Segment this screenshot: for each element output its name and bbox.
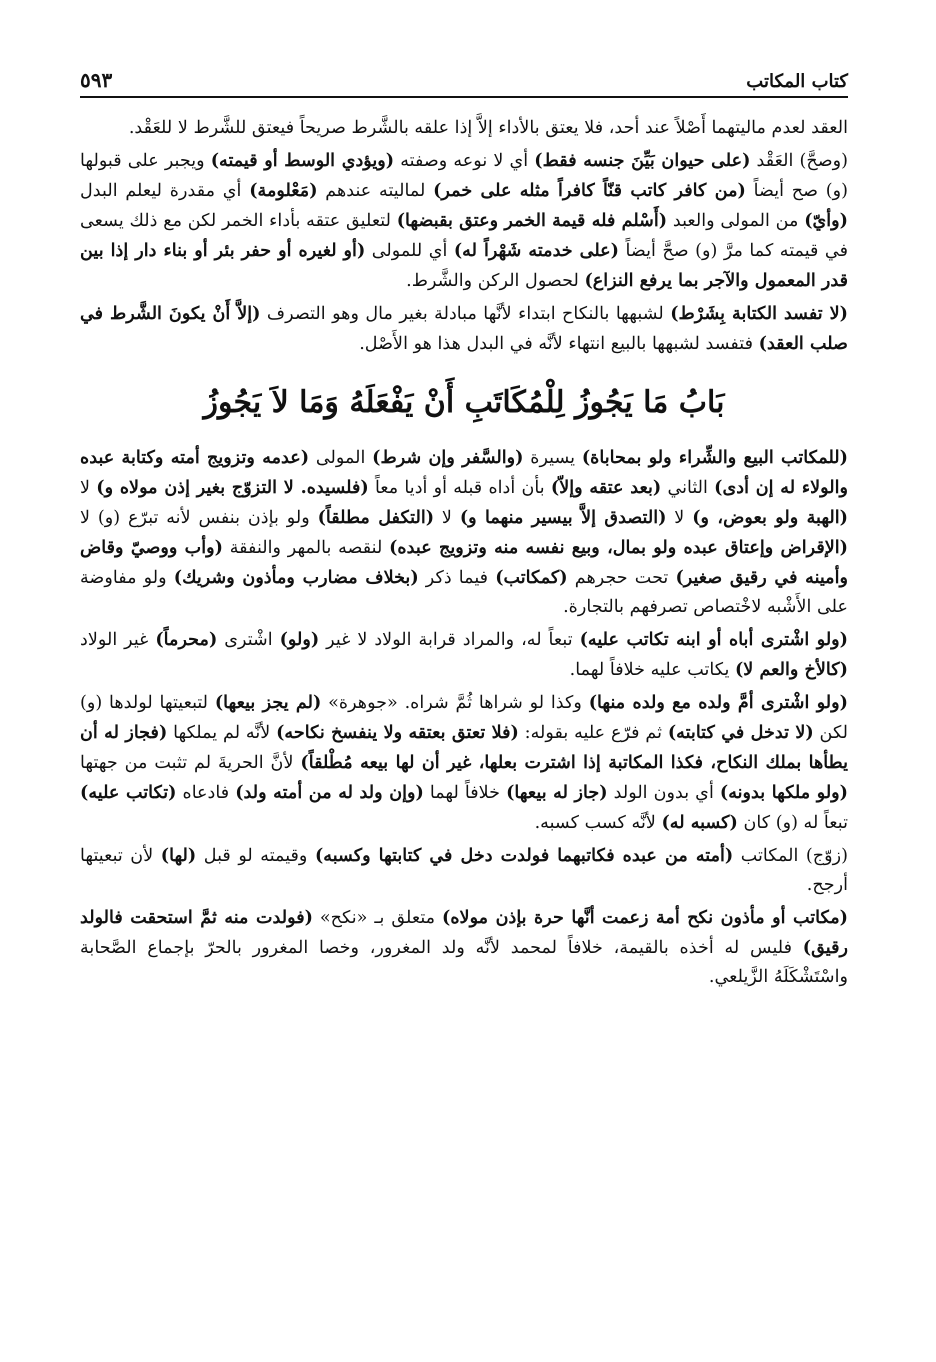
bold-run: (لم يجز بيعها) xyxy=(214,692,322,713)
text-run: بأن أداه قبله أو أديا معاً xyxy=(368,478,551,498)
paragraph xyxy=(80,299,848,359)
bold-run: (بخلاف مضارب ومأذون وشريك) xyxy=(173,567,419,588)
text-run: أي لا نوعه وصفته xyxy=(394,151,535,171)
bold-run: (ولو اشْترى أمَّ ولده مع ولده منها) xyxy=(588,692,848,713)
bold-run: (على خدمته شَهْراً له) xyxy=(453,240,619,261)
page-number: ٥٩٣ xyxy=(80,68,122,92)
paragraph xyxy=(80,146,848,296)
text-run: ولو مفاوضة على الأَشْبه لاخْتصاص تصرفهم بالتجارة. xyxy=(80,568,848,617)
text-run: لشبهها بالنكاح ابتداء لأنَّها مبادلة بغير مال وهو التصرف xyxy=(260,304,671,324)
text-run: متعلق بـ «نكح» xyxy=(312,908,442,928)
text-run: خلافاً لهما xyxy=(423,783,507,803)
text-run: يكاتب عليه خلافاً لهما. xyxy=(569,660,735,680)
bold-run: (مَعْلومة) xyxy=(249,180,318,201)
top-section xyxy=(80,114,848,359)
text-run: يسيرة xyxy=(523,448,582,468)
text-run: وقيمته لو قبل xyxy=(196,846,315,866)
bold-run: (من كافر كاتب قنّاً كافراً مثله على خمر) xyxy=(433,180,746,201)
text-run: لأن تبعيتها أرجح. xyxy=(80,846,848,895)
text-run: لأنَّه لم يملكها xyxy=(167,723,277,743)
paragraph xyxy=(80,114,848,143)
text-run: فتفسد لشبهها بالبيع انتهاء لأنَّه في البدل هذا هو الأَصْل. xyxy=(359,334,759,354)
bold-run: (الإقراض وإعتاق عبده ولو بمال، وبيع نفسه منه وتزويج عبده) xyxy=(389,537,849,558)
text-run: ثم فرّع عليه بقوله: xyxy=(518,723,668,743)
text-run: لا xyxy=(80,478,97,498)
bold-run: (بعد عتقه وإلاّ) xyxy=(550,477,662,498)
text-run: تبعاً له xyxy=(797,813,848,833)
bold-run: (إلاَّ أَنْ يكونَ الشَّرط في صلب العقد) xyxy=(80,303,848,354)
text-run: (زوّج) المكاتب xyxy=(733,846,848,866)
bold-run: (لها) xyxy=(160,845,197,866)
bold-run: (تكاتب عليه) xyxy=(80,782,177,803)
text-run: لحصول الركن والشَّرط. xyxy=(406,271,585,291)
text-run: لتعليق عتقه بأداء الخمر لكن مع ذلك يسعى في قيمته كما مرَّ xyxy=(80,211,848,261)
text-run: وكذا لو شراها ثُمَّ شراه. «جوهرة» xyxy=(321,693,589,713)
bold-run: (التصدق إلاَّ بيسير منهما و) xyxy=(459,507,667,528)
bold-run: (للمكاتب البيع والشِّراء ولو بمحاباة) xyxy=(581,447,848,468)
text-run: تحت حجرهم xyxy=(567,568,676,588)
paragraph xyxy=(80,625,848,685)
text-run: لنقصه بالمهر والنفقة xyxy=(222,538,390,558)
text-run: (و) لكن xyxy=(80,693,849,743)
text-run: (و) كان xyxy=(737,813,798,833)
running-title: كتاب المكاتب xyxy=(736,71,848,92)
text-run: لماليته عندهم xyxy=(317,181,434,201)
bold-run: (كسبه له) xyxy=(661,812,738,833)
document-page xyxy=(80,60,848,995)
bold-run: (فلسيده. لا التزوّج بغير إذن مولاه و) xyxy=(96,477,369,498)
text-run: لتبعيتها لولدها xyxy=(102,693,215,713)
text-run: (و) لا xyxy=(80,508,121,528)
text-run: لا xyxy=(434,508,460,528)
text-run: غير الولاد xyxy=(80,630,156,650)
bold-run: (أو لغيره أو حفر بئر أو بناء دار إذا بين قدر المعمول والآجر بما يرفع النزاع) xyxy=(80,240,848,291)
text-run: (و) صحَّ أيضاً xyxy=(619,241,718,261)
bold-run: (كالأخ والعم لا) xyxy=(734,659,848,680)
text-run: من المولى والعبد xyxy=(667,211,805,231)
text-run: (و) صح أيضاً xyxy=(745,181,848,201)
bold-run: (ولو) xyxy=(279,629,320,650)
bold-run: (عدمه وتزويج أمته وكتابة عبده والولاء له إن أدى) xyxy=(80,447,848,498)
bold-run: (وإن ولد له من أمته ولد) xyxy=(235,782,424,803)
bold-run: (والسَّفر وإن شرط) xyxy=(372,447,524,468)
chapter-heading: بَابُ مَا يَجُوزُ لِلْمُكَاتَبِ أَنْ يَفْعَلَهُ وَمَا لاَ يَجُوزُ xyxy=(203,385,725,420)
text-run: فليس له أخذه بالقيمة، خلافاً لمحمد لأنَّه ولد المغرور، وخصا المغرور بالحرّ بإجماع الصَّحابة واسْتَشْكَلَهُ الزَّيلعي. xyxy=(80,938,848,987)
paragraph xyxy=(80,688,848,838)
bottom-section xyxy=(80,443,848,992)
text-run: اشْترى xyxy=(217,630,280,650)
text-run: العقد لعدم ماليتهما أَصْلاً عند أحد، فلا يعتق بالأداء إلاَّ إذا علقه بالشَّرط صريحاً فيعتق للشَّرط لا للعَقْد. xyxy=(128,118,848,138)
text-run: ويجبر على قبولها xyxy=(80,151,211,171)
bold-run: (فولدت منه ثمَّ استحقت فالولد رقيق) xyxy=(80,907,848,958)
bold-run: (محرماً) xyxy=(155,629,218,650)
text-run: أي للمولى xyxy=(365,241,454,261)
bold-run: (ولو اشْترى أباه أو ابنه تكاتب عليه) xyxy=(579,629,849,650)
text-run: الثاني xyxy=(661,478,715,498)
bold-run: (لا تدخل في كتابته) xyxy=(667,722,814,743)
text-run: لا xyxy=(666,508,693,528)
bold-run: (جاز له بيعها) xyxy=(506,782,608,803)
text-run: ولو بإذن بنفس لأنه تبرّع xyxy=(120,508,318,528)
bold-run: (لا تفسد الكتابة بِشَرْط) xyxy=(670,303,848,324)
text-run: لأنَّه كسب كسبه. xyxy=(534,813,662,833)
bold-run: (على حيوان بَيِّنَ جنسه فقط) xyxy=(534,150,751,171)
bold-run: (كمكاتب) xyxy=(495,567,568,588)
text-run: فادعاه xyxy=(176,783,236,803)
bold-run: (مكاتب أو مأذون نكح أمة زعمت أنَّها حرة بإذن مولاه) xyxy=(442,907,849,928)
text-run: المولى xyxy=(309,448,373,468)
bold-run: (أَسْلم فله قيمة الخمر وعتق بقبضها) xyxy=(396,210,668,231)
text-run: تبعاً له، والمراد قرابة الولاد لا غير xyxy=(319,630,580,650)
page-header xyxy=(80,60,848,98)
text-run: أي بدون الولد xyxy=(607,783,720,803)
bold-run: (فجاز له أن يطأها بملك النكاح، فكذا المكاتبة إذا اشترت بعلها، غير أن لها بيعه مُطْلقاً) xyxy=(80,722,848,773)
bold-run: (ويؤدي الوسط أو قيمته) xyxy=(210,150,395,171)
bold-run: (ولو ملكها بدونه) xyxy=(719,782,848,803)
bold-run: (الهبة ولو بعوض، و) xyxy=(692,507,849,528)
bold-run: (فلا تعتق بعتقه ولا ينفسخ نكاحه) xyxy=(276,722,519,743)
text-run: فيما ذكر xyxy=(418,568,496,588)
bold-run: (وأيّ) xyxy=(804,210,849,231)
bold-run: (أمته من عبده فكاتبهما فولدت دخل في كتابتها وكسبه) xyxy=(314,845,734,866)
paragraph xyxy=(80,443,848,622)
paragraph xyxy=(80,903,848,992)
text-run: لأنَّ الحريةَ لم تثبت من جهتها xyxy=(80,753,301,773)
text-run: (وصحَّ) العَقْد xyxy=(750,151,849,171)
bold-run: (وأب ووصيّ وقاض وأمينه في رقيق صغير) xyxy=(80,537,848,588)
paragraph xyxy=(80,841,848,900)
text-run: أي مقدرة ليعلم البدل xyxy=(80,181,250,201)
bold-run: (التكفل مطلقاً) xyxy=(317,507,435,528)
